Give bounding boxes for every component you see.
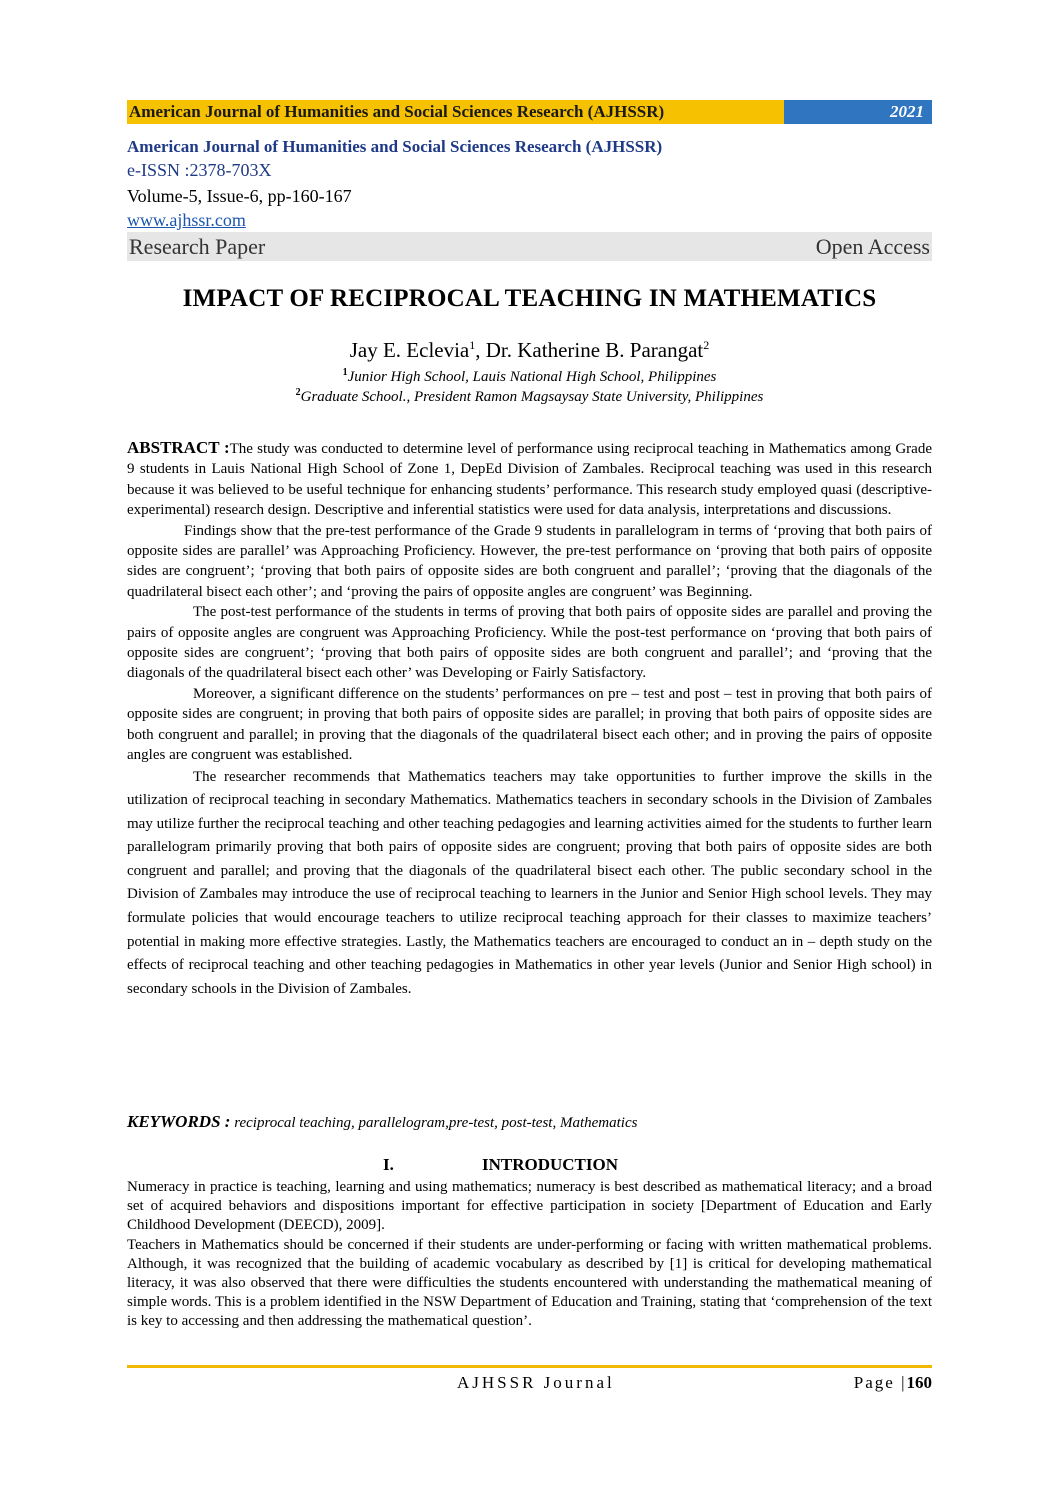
- journal-banner: [127, 100, 932, 124]
- abstract-paragraph: The researcher recommends that Mathematics teachers may take opportunities to further improve the skills in the utilization of reciprocal teaching in secondary Mathematics. Mathematics teachers in secondary schools in the Division of Zambales may utilize further the reciprocal teaching and other teaching pedagogies and learning activities aimed for the students to further learn parallelogram primarily proving that both pairs of opposite sides are congruent; proving that both pairs of opposite sides are both congruent and parallel; and proving that the diagonals of the quadrilateral bisect each other. The public secondary school in the Division of Zambales may introduce the use of reciprocal teaching to learners in the Junior and Senior High school levels. They may formulate policies that would encourage teachers to utilize reciprocal teaching approach for their classes to maximize teachers’ potential in making more effective strategies. Lastly, the Mathematics teachers are encouraged to conduct an in – depth study on the effects of reciprocal teaching and other teaching pedagogies in Mathematics in other year levels (Junior and Senior High school) in secondary schools in the Division of Zambales.: [127, 768, 932, 997]
- author-name: Jay E. Eclevia: [349, 338, 470, 362]
- body-paragraph: Numeracy in practice is teaching, learning and using mathematics; numeracy is best described as mathematical literacy; and a broad set of acquired behaviors and dispositions important for effective participation in society [Department of Education and Early Childhood Development (DEECD), 2009].: [127, 1179, 932, 1234]
- issn: e-ISSN :2378-703X: [127, 160, 272, 180]
- paper-type-bar: [127, 232, 932, 261]
- introduction-body: [127, 1178, 932, 1332]
- abstract-paragraph: Findings show that the pre-test performance of the Grade 9 students in parallelogram in terms of ‘proving that both pairs of opposite sides are parallel’ was Approaching Proficiency. However, the pre-test performance on ‘proving that both pairs of opposite sides are congruent’; ‘proving that both pairs of opposite sides are both congruent and parallel’; ‘proving that the diagonals of the quadrilateral bisect each other’; and ‘proving the pairs of opposite angles are congruent’ was Beginning.: [127, 522, 932, 600]
- author-name: Dr. Katherine B. Parangat: [485, 338, 704, 362]
- footer-page-label: Page |: [853, 1373, 907, 1392]
- abstract: [127, 438, 932, 1001]
- body-paragraph: Teachers in Mathematics should be concerned if their students are under-performing or facing with written mathematical problems. Although, it was recognized that the building of academic vocabulary as described by [1] is critical for developing mathematical literacy, it was also observed that there were difficulties the students encountered with understanding the mathematical meaning of simple words. This is a problem identified in the NSW Department of Education and Training, stating that ‘comprehension of the text is key to accessing and then addressing the mathematical question’.: [127, 1236, 932, 1330]
- abstract-text: The study was conducted to determine level of performance using reciprocal teaching in Mathematics among Grade 9 students in Lauis National High School of Zone 1, DepEd Division of Zambales. Reciprocal teaching was used in this research because it was believed to be useful technique for enhancing students’ performance. This research study employed quasi (descriptive-experimental) research design. Descriptive and inferential statistics were used for data analysis, interpretations and discussions.: [127, 441, 932, 519]
- keywords-text: reciprocal teaching, parallelogram,pre-test, post-test, Mathematics: [230, 1115, 638, 1131]
- volume-info: Volume-5, Issue-6, pp-160-167: [127, 186, 352, 206]
- footer-divider: [127, 1365, 932, 1368]
- abstract-label: ABSTRACT :: [127, 438, 230, 457]
- keywords: [127, 1112, 932, 1132]
- footer-page-info: [854, 1373, 932, 1393]
- abstract-paragraph: Moreover, a significant difference on the students’ performances on pre – test and post – test in proving that both pairs of opposite sides are congruent; in proving that both pairs of opposite sides are parallel; in proving that both pairs of opposite sides are both congruent and parallel; in proving that the diagonals of the quadrilateral bisect each other; and in proving the pairs of opposite angles are congruent was established.: [127, 685, 932, 764]
- section-title: INTRODUCTION: [482, 1155, 619, 1174]
- section-number: I.: [383, 1155, 394, 1174]
- banner-journal-title: American Journal of Humanities and Social Sciences Research (AJHSSR): [127, 100, 784, 124]
- abstract-paragraph: [127, 438, 932, 521]
- author-separator: ,: [475, 338, 486, 362]
- affiliation: [127, 387, 932, 406]
- footer-journal-name: AJHSSR Journal: [457, 1373, 615, 1392]
- paper-title: IMPACT OF RECIPROCAL TEACHING IN MATHEMATICS: [182, 285, 877, 312]
- affiliation: [127, 367, 932, 386]
- page-footer: [127, 1373, 932, 1397]
- author-affil-marker: 1: [469, 338, 476, 352]
- affiliation-number: 2: [295, 387, 301, 398]
- journal-name: American Journal of Humanities and Social Sciences Research (AJHSSR): [127, 137, 663, 156]
- affiliation-text: Graduate School., President Ramon Magsaysay State University, Philippines: [300, 389, 764, 405]
- affiliation-text: Junior High School, Lauis National High School, Philippines: [347, 369, 717, 385]
- abstract-paragraph: The post-test performance of the students in terms of proving that both pairs of opposite sides are parallel and proving the pairs of opposite angles are congruent was Approaching Proficiency. While the post-test performance on ‘proving that both pairs of opposite sides are congruent’; ‘proving that both pairs of opposite sides are both congruent and parallel’; and ‘proving that the diagonals of the quadrilateral bisect each other’ was Developing or Fairly Satisfactory.: [127, 604, 932, 682]
- page-number: 160: [906, 1373, 932, 1392]
- author-list: [127, 338, 932, 363]
- banner-year: 2021: [784, 100, 932, 124]
- journal-website-link[interactable]: www.ajhssr.com: [127, 210, 246, 230]
- paper-type: Research Paper: [129, 233, 266, 259]
- affiliation-number: 1: [342, 367, 348, 378]
- keywords-label: KEYWORDS :: [127, 1112, 231, 1131]
- open-access-label: Open Access: [815, 233, 930, 259]
- author-affil-marker: 2: [703, 338, 710, 352]
